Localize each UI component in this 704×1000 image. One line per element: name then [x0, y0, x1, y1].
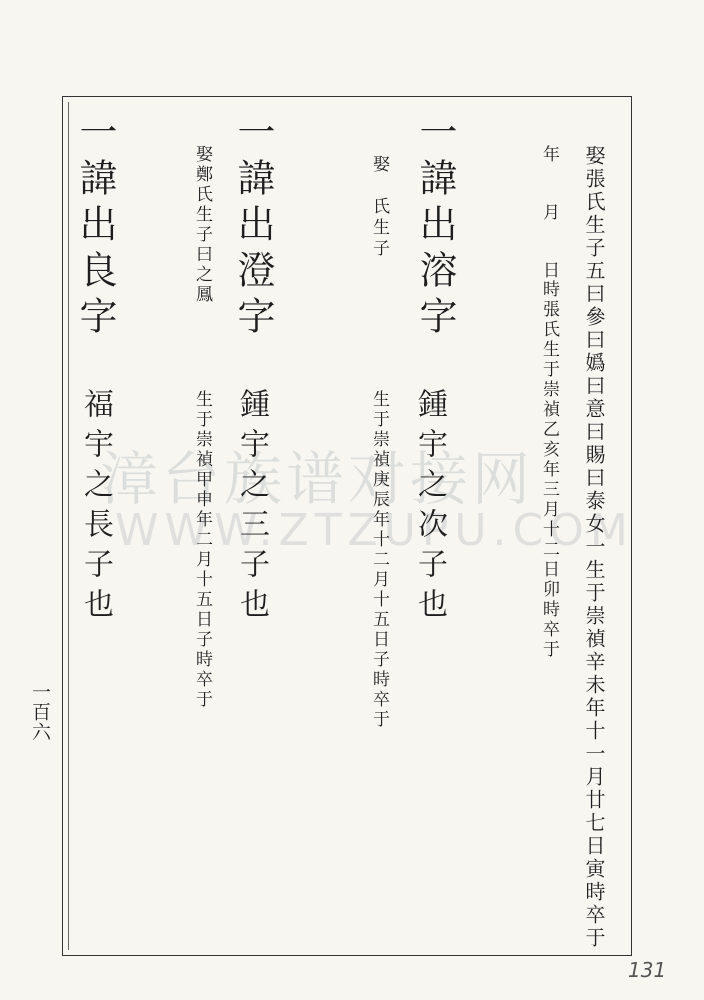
entry-courtesy: 福宇之長子也 [78, 388, 113, 628]
entry-title: 一諱出溶字 [413, 112, 457, 342]
entry-title: 一諱出良字 [73, 112, 117, 342]
watermark-text: 漳台族谱对接网 [100, 445, 535, 513]
entry-spouse: 娶 氏生子 [369, 155, 389, 260]
entry-birth: 生于崇禎庚辰年十二月十五日子時卒于 [369, 390, 389, 730]
entry-title: 一諱出澄字 [231, 112, 275, 342]
watermark-url: WWW.ZTZUPU.COM [115, 505, 634, 556]
archive-page-number: 131 [628, 958, 667, 982]
entry-spouse: 娶鄭氏生子曰之鳳 [192, 145, 212, 305]
entry-courtesy: 鍾宇之次子也 [412, 388, 447, 628]
entry-courtesy: 鍾宇之三子也 [234, 388, 269, 628]
entry-date-line: 年 月 日 [539, 145, 559, 290]
entry-birth: 生于崇禎甲申年二月十五日子時卒于 [192, 390, 212, 710]
entry-spouse-birth: 時張氏生于崇禎乙亥年三月十二日卯時卒于 [539, 280, 559, 660]
entry-spouse-line: 娶張氏生子五曰參曰嬀曰意曰賜曰泰女一生于崇禎辛未年十一月廿七日寅時卒于 [582, 145, 606, 950]
page-number: 一百六 [29, 682, 51, 742]
